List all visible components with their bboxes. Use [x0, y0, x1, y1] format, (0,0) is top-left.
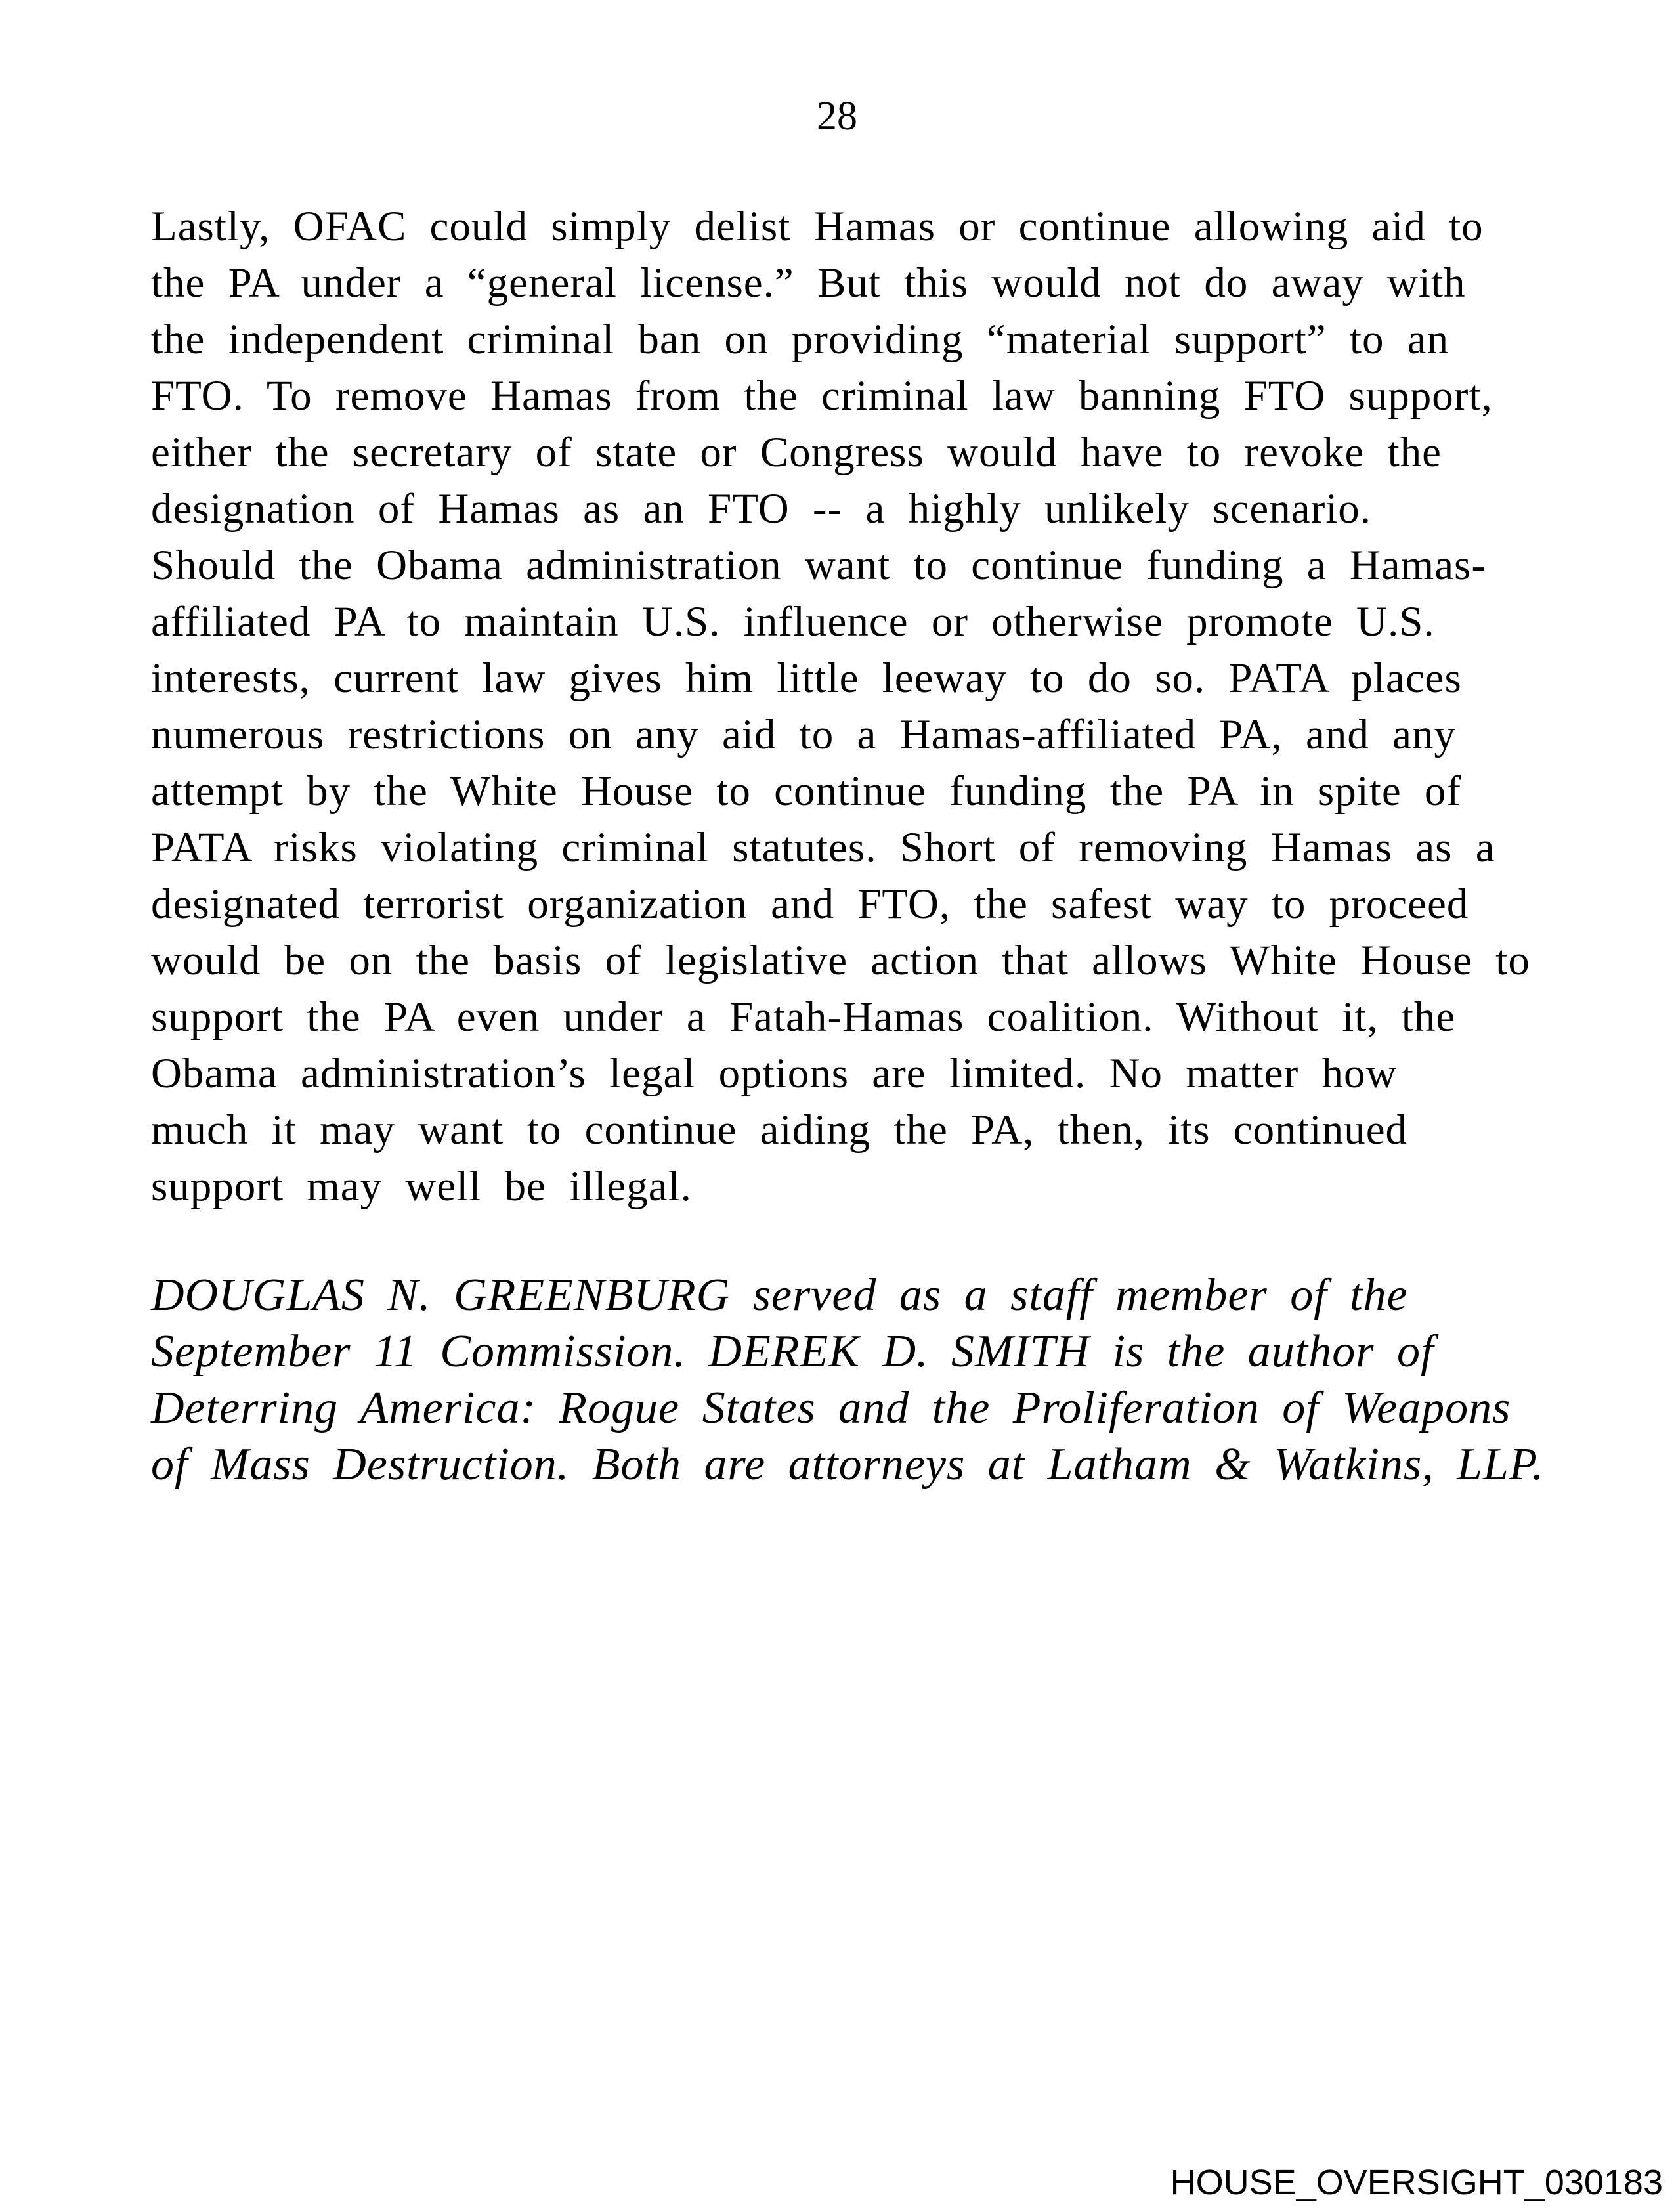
body-line: FTO. To remove Hamas from the criminal law banning FTO support,: [151, 372, 1493, 420]
bio-line: September 11 Commission. DEREK D. SMITH is the author of: [151, 1326, 1434, 1377]
body-line: support may well be illegal.: [151, 1163, 692, 1210]
body-line: Lastly, OFAC could simply delist Hamas or continue allowing aid to: [151, 203, 1484, 250]
bio-line: Deterring America: Rogue States and the Proliferation of Weapons: [151, 1383, 1511, 1433]
page-number: 28: [817, 94, 857, 139]
body-line: the PA under a “general license.” But this would not do away with: [151, 259, 1466, 307]
body-line: Should the Obama administration want to continue funding a Hamas-: [151, 542, 1486, 589]
author-bio-paragraph: [151, 1267, 1544, 1493]
body-line: affiliated PA to maintain U.S. influence or otherwise promote U.S.: [151, 598, 1435, 645]
body-line: the independent criminal ban on providing “material support” to an: [151, 316, 1449, 363]
body-line: designated terrorist organization and FTO, the safest way to proceed: [151, 880, 1469, 928]
body-line: much it may want to continue aiding the PA, then, its continued: [151, 1106, 1408, 1154]
body-line: PATA risks violating criminal statutes. Short of removing Hamas as a: [151, 824, 1495, 871]
body-line: Obama administration’s legal options are limited. No matter how: [151, 1050, 1398, 1097]
body-line: support the PA even under a Fatah-Hamas coalition. Without it, the: [151, 993, 1456, 1041]
body-line: designation of Hamas as an FTO -- a highly unlikely scenario.: [151, 485, 1372, 532]
body-line: either the secretary of state or Congress would have to revoke the: [151, 429, 1442, 476]
bio-line: DOUGLAS N. GREENBURG served as a staff member of the: [151, 1270, 1408, 1320]
body-line: would be on the basis of legislative action that allows White House to: [151, 937, 1530, 984]
bio-line: of Mass Destruction. Both are attorneys at Latham & Watkins, LLP.: [151, 1439, 1545, 1490]
bates-number: HOUSE_OVERSIGHT_030183: [1170, 2163, 1663, 2202]
body-line: interests, current law gives him little leeway to do so. PATA places: [151, 655, 1462, 702]
body-line: attempt by the White House to continue funding the PA in spite of: [151, 768, 1462, 815]
body-line: numerous restrictions on any aid to a Hamas-affiliated PA, and any: [151, 711, 1456, 758]
body-paragraph: [151, 198, 1530, 1215]
